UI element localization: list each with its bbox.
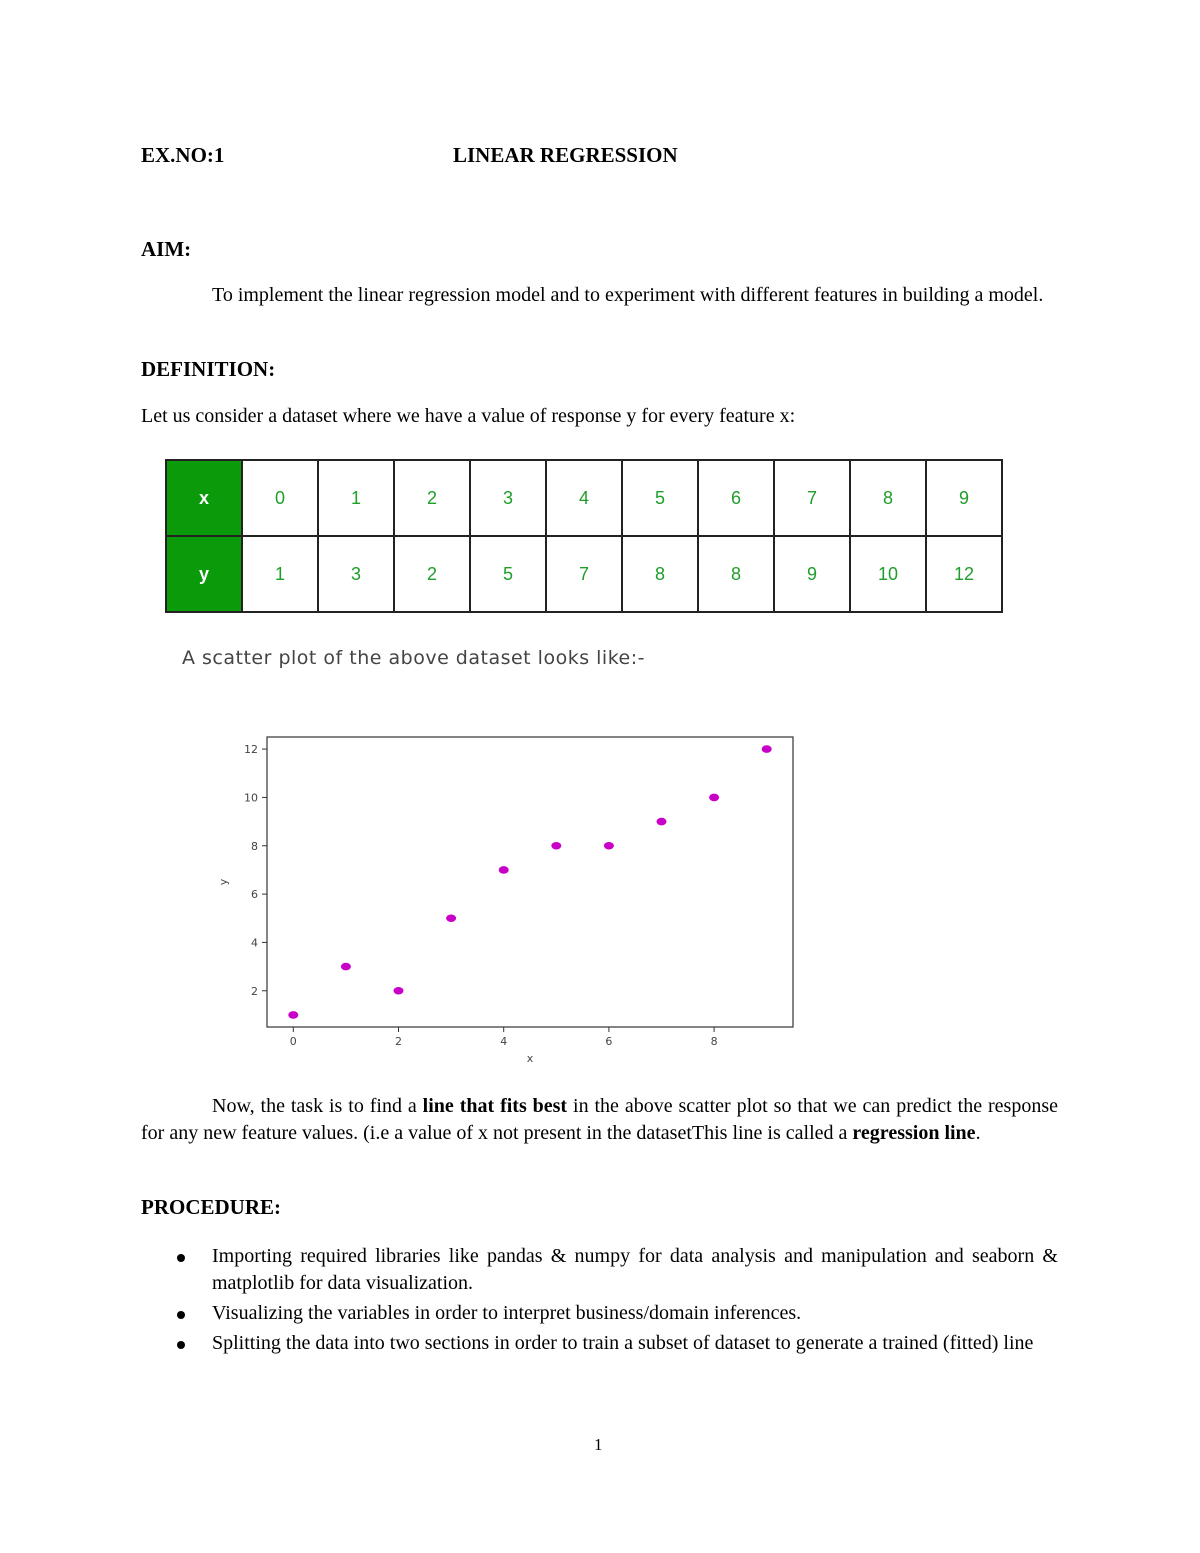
list-item: Splitting the data into two sections in order to train a subset of dataset to generate a trained (fitted) line [141,1330,1058,1357]
scatter-point [551,842,561,850]
x-tick-label: 8 [710,1035,718,1048]
regression-line-emphasis: regression line [852,1122,976,1144]
y-tick-label: 2 [251,984,258,998]
task-text: Now, the task is to find a [212,1095,423,1117]
plot-frame [267,737,793,1027]
y-cell: 12 [926,536,1002,612]
x-header-cell: x [166,460,242,536]
y-cell: 7 [546,536,622,612]
x-tick-label: 4 [500,1035,508,1048]
x-cell: 5 [622,460,698,536]
y-tick-label: 12 [244,743,258,757]
x-tick-label: 2 [395,1035,402,1048]
exercise-number: EX.NO:1 [141,143,225,167]
page-number: 1 [594,1435,603,1454]
scatter-point [446,914,456,922]
definition-heading: DEFINITION: [141,357,276,381]
procedure-list [141,1243,1058,1360]
aim-heading: AIM: [141,237,192,261]
x-cell: 7 [774,460,850,536]
x-tick-label: 0 [289,1035,297,1048]
x-cell: 2 [394,460,470,536]
scatter-point [341,963,351,971]
y-tick-label: 10 [244,791,258,805]
x-cell: 8 [850,460,926,536]
y-cell: 8 [698,536,774,612]
table-row-y [166,536,1002,612]
list-item: Importing required libraries like pandas & numpy for data analysis and manipulation and seaborn & matplotlib for data visualization. [141,1243,1058,1297]
aim-text: To implement the linear regression model and to experiment with different features in building a model. [212,284,1044,306]
scatter-point [604,842,614,850]
table-row-x [166,460,1002,536]
scatter-point [394,987,404,995]
y-axis-label: y [217,878,230,886]
y-cell: 10 [850,536,926,612]
y-cell: 2 [394,536,470,612]
y-cell: 9 [774,536,850,612]
y-cell: 3 [318,536,394,612]
x-cell: 9 [926,460,1002,536]
y-tick-label: 6 [251,888,258,902]
scatter-point [499,866,509,874]
task-text: in the above scatter plot so that we can predict the response for any new feature values. (i.e a value of x not present in the datasetThis line is called a [141,1095,1058,1144]
y-cell: 1 [242,536,318,612]
best-fit-emphasis: line that fits best [422,1095,568,1117]
y-cell: 8 [622,536,698,612]
x-cell: 4 [546,460,622,536]
y-header-cell: y [166,536,242,612]
y-tick-label: 4 [251,936,258,950]
scatter-point [709,794,719,802]
task-text: . [975,1122,981,1144]
scatter-point [657,818,667,826]
scatter-caption: A scatter plot of the above dataset looks like:- [182,647,645,669]
x-tick-label: 6 [605,1035,613,1048]
bullet-icon [177,1311,185,1319]
task-paragraph [141,1093,1058,1147]
list-item: Visualizing the variables in order to interpret business/domain inferences. [141,1300,1058,1327]
definition-text: Let us consider a dataset where we have a value of response y for every feature x: [141,405,796,427]
bullet-icon [177,1254,185,1262]
bullet-icon [177,1341,185,1349]
x-axis-label: x [526,1052,534,1065]
scatter-point [288,1011,298,1019]
x-cell: 3 [470,460,546,536]
y-tick-label: 8 [251,839,258,853]
scatter-plot [205,725,805,1070]
scatter-point [762,745,772,753]
x-cell: 1 [318,460,394,536]
page-title: LINEAR REGRESSION [453,143,678,167]
y-cell: 5 [470,536,546,612]
dataset-table [165,459,1003,613]
x-cell: 0 [242,460,318,536]
x-cell: 6 [698,460,774,536]
procedure-heading: PROCEDURE: [141,1195,281,1219]
